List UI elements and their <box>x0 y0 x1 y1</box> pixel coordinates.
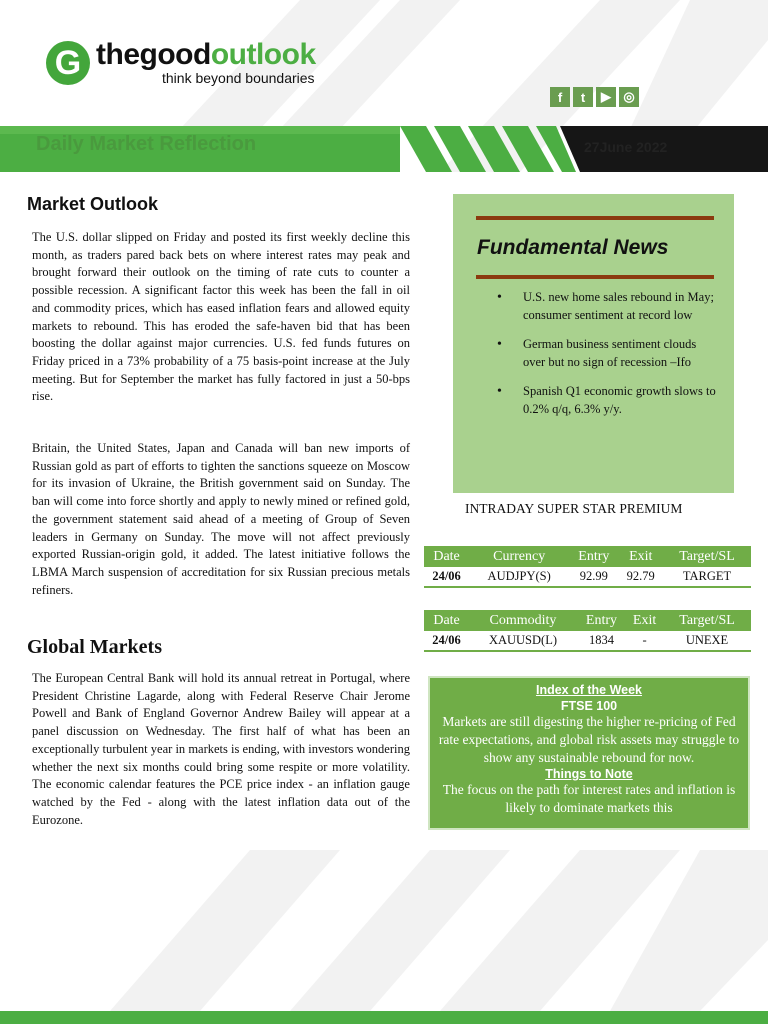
youtube-icon[interactable]: ▶ <box>596 87 616 107</box>
fundamental-news-panel <box>453 194 734 493</box>
cell-entry: 1834 <box>577 631 626 651</box>
global-markets-title: Global Markets <box>27 636 162 658</box>
cell-exit: - <box>626 631 663 651</box>
col-target: Target/SL <box>663 610 751 631</box>
things-to-note-text: The focus on the path for interest rates and inflation is likely to dominate markets this <box>442 782 736 815</box>
cell-exit: 92.79 <box>618 567 663 587</box>
fundamental-news-title: Fundamental News <box>477 236 669 259</box>
instagram-icon[interactable]: ◎ <box>619 87 639 107</box>
banner-title: Daily Market Reflection <box>36 133 257 155</box>
index-name: FTSE 100 <box>560 699 618 713</box>
commodity-table <box>424 610 751 652</box>
table-header-row <box>424 546 751 567</box>
col-commodity: Commodity <box>469 610 577 631</box>
intraday-title: INTRADAY SUPER STAR PREMIUM <box>465 501 683 516</box>
brand-name: thegoodoutlook <box>96 38 316 71</box>
news-item: • U.S. new home sales rebound in May; consumer sentiment at record low <box>479 289 719 324</box>
logo-g-icon: G <box>46 41 90 85</box>
things-to-note-heading: Things to Note <box>545 767 633 781</box>
market-outlook-paragraph-2: Britain, the United States, Japan and Canada will ban new imports of Russian gold as part of efforts to tighten the sanctions squeeze on Moscow for its invasion of Ukraine, the British government said on Sunday. The ban will come into force shortly and apply to newly mined or refined gold, the government statement said ahead of a meeting of Group of Seven leaders in Germany on Sunday. The move will not affect previously exported Russian-origin gold, it added. The latest initiative follows the LBMA March suspension of accreditation for six Russian precious metals refiners. <box>32 441 410 597</box>
index-of-week-heading: Index of the Week <box>535 683 643 697</box>
cell-currency: AUDJPY(S) <box>469 567 569 587</box>
brand-logo[interactable] <box>46 40 316 86</box>
footer-bar <box>0 1011 768 1024</box>
cell-commodity: XAUUSD(L) <box>469 631 577 651</box>
social-links <box>550 87 639 107</box>
cell-date: 24/06 <box>424 567 469 587</box>
cell-entry: 92.99 <box>569 567 618 587</box>
news-item: • German business sentiment clouds over but no sign of recession –Ifo <box>479 336 719 371</box>
twitter-icon[interactable]: t <box>573 87 593 107</box>
banner-date: 27June 2022 <box>584 139 668 155</box>
table-header-row <box>424 610 751 631</box>
col-currency: Currency <box>469 546 569 567</box>
cell-target: UNEXE <box>663 631 751 651</box>
index-description: Markets are still digesting the higher re-pricing of Fed rate expectations, and global risk assets may struggle to show any sustainable rebound for now. <box>438 714 740 765</box>
col-entry: Entry <box>577 610 626 631</box>
col-exit: Exit <box>618 546 663 567</box>
market-outlook-title: Market Outlook <box>27 194 159 214</box>
global-markets-paragraph: The European Central Bank will hold its annual retreat in Portugal, where President Christine Lagarde, along with Federal Reserve Chair Jerome Powell and Bank of England Governor Andrew Bailey will appear at a panel discussion on Wednesday. The first half of what has been an exceptionally turbulent year in markets is ending, with investors wondering whether the next six months could bring some respite or more volatility. The economic calendar features the PCE price index - an inflation gauge watched by the Fed - along with the latest inflation data out of the Eurozone. <box>32 671 410 827</box>
table-row <box>424 567 751 587</box>
news-item: • Spanish Q1 economic growth slows to 0.2% q/q, 6.3% y/y. <box>479 383 719 418</box>
facebook-icon[interactable]: f <box>550 87 570 107</box>
brand-tagline: think beyond boundaries <box>162 70 315 86</box>
col-date: Date <box>424 610 469 631</box>
col-target: Target/SL <box>663 546 751 567</box>
top-divider <box>476 216 714 220</box>
fundamental-news-list <box>479 289 719 431</box>
table-row <box>424 631 751 651</box>
index-of-week-panel <box>428 676 750 830</box>
cell-target: TARGET <box>663 567 751 587</box>
market-outlook-paragraph-1: The U.S. dollar slipped on Friday and posted its first weekly decline this month, as traders pared back bets on where interest rates may peak and brought forward their outlook on the timing of rate cuts to counter a possible recession. A significant factor this week has been the fall in oil and commodity prices, which has eased inflation fears and allowed equity markets to rebound. This has eroded the safe-haven bid that has been boosting the dollar against major currencies. U.S. fed funds futures on Friday priced in a 73% probability of a 75 basis-point increase at the July meeting. But for September the market has fully factored in just a 50-bps rise. <box>32 230 410 404</box>
currency-table <box>424 546 751 588</box>
col-date: Date <box>424 546 469 567</box>
cell-date: 24/06 <box>424 631 469 651</box>
col-entry: Entry <box>569 546 618 567</box>
bottom-divider <box>476 275 714 279</box>
col-exit: Exit <box>626 610 663 631</box>
